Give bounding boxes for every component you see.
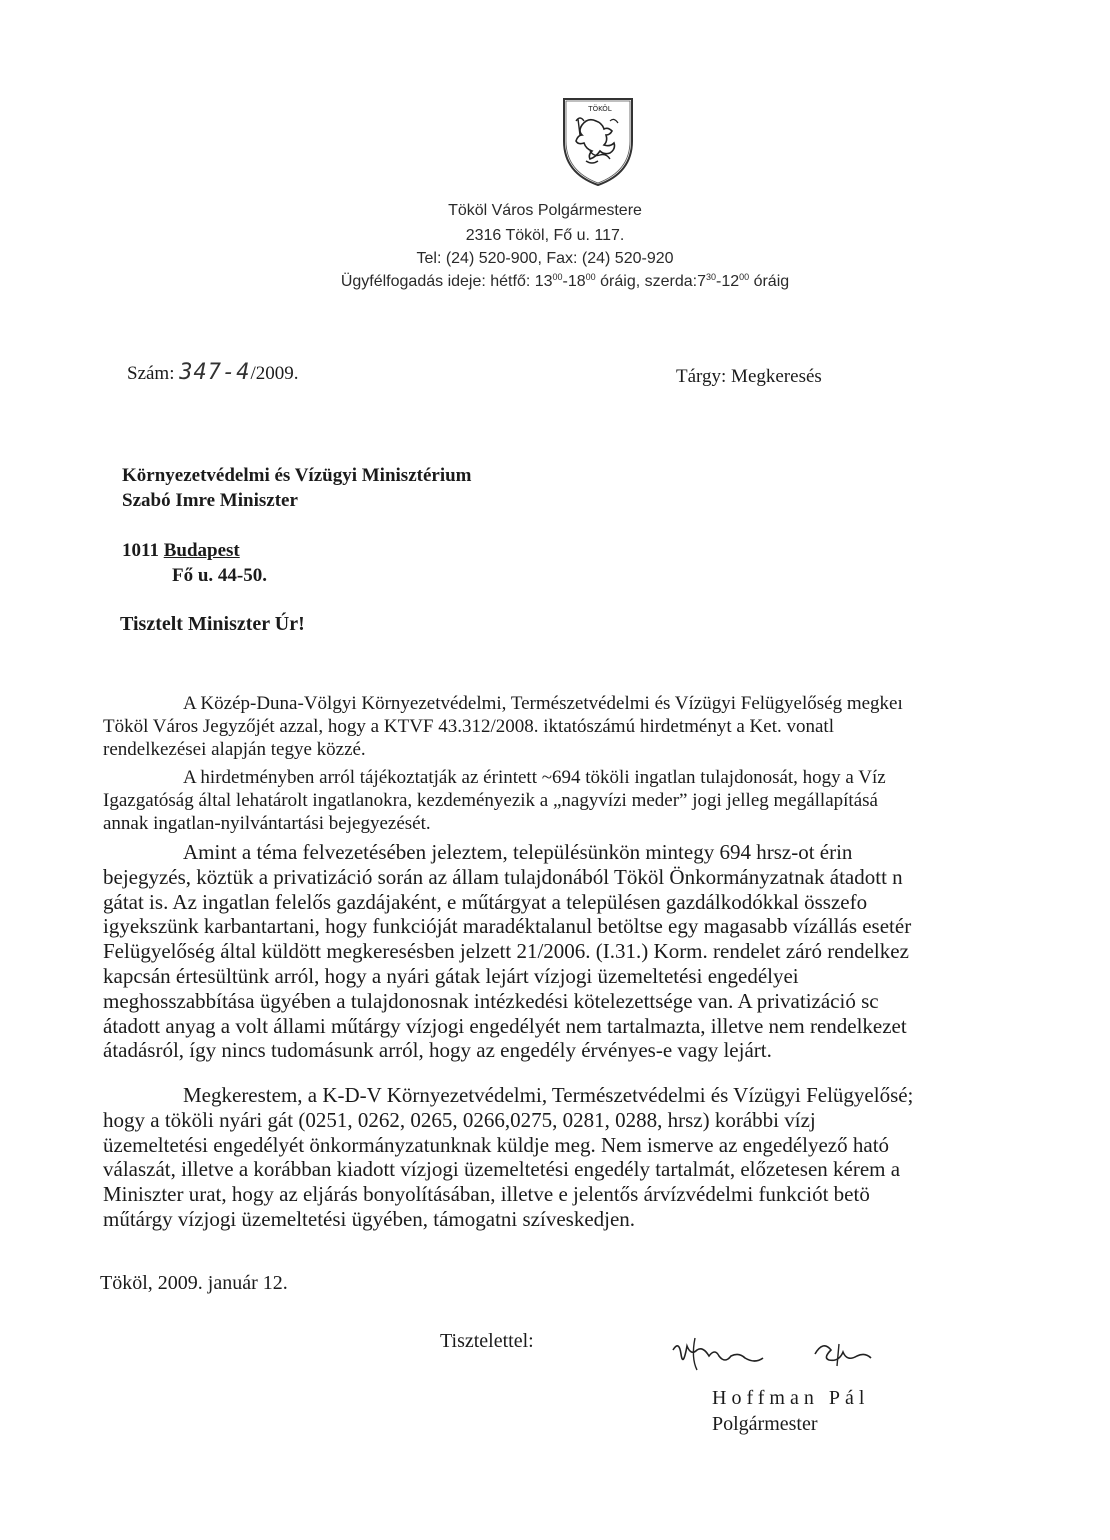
body-line: műtárgy vízjogi üzemeltetési ügyében, támogatni szíveskedjen. <box>103 1206 636 1231</box>
closing-salutation: Tisztelettel: <box>440 1330 534 1352</box>
body-paragraph-4 <box>103 1083 1003 1232</box>
body-line: annak ingatlan-nyilvántartási bejegyezését. <box>103 813 431 834</box>
body-line: hogy a tököli nyári gát (0251, 0262, 0265, 0266,0275, 0281, 0288, hrsz) korábbi vízj <box>103 1107 816 1132</box>
body-line: Tököl Város Jegyzőjét azzal, hogy a KTVF 43.312/2008. iktatószámú hirdetményt a Ket. vonatl <box>103 716 834 737</box>
body-line: Felügyelőség által küldött megkeresésben jelzett 21/2006. (I.31.) Korm. rendelet záró rendelkez <box>103 939 909 964</box>
letterhead-hours: Ügyfélfogadás ideje: hétfő: $13^{00}-18^{00}$ óráig, $szerda:7^{30}-12^{00}$ óráig <box>340 272 790 290</box>
body-line: válaszát, illetve a korábban kiadott vízjogi üzemeltetési engedély tartalmát, előzetesen kérem a <box>103 1157 901 1182</box>
body-line: gátat is. Az ingatlan felelős gazdájaként, e műtárgyat a településen gazdálkodókkal összefo <box>103 889 868 914</box>
body-line: Miniszter urat, hogy az eljárás bonyolításában, illetve e jelentős árvízvédelmi funkciót betö <box>103 1182 870 1207</box>
recipient-city: Budapest <box>163 540 240 561</box>
body-line: igyekszünk karbantartani, hogy funkcióját maradéktalanul betöltse egy magasabb vízállás esetér <box>103 914 912 939</box>
body-line: átadásról, így nincs tudomásunk arról, hogy az engedély érvényes-e vagy lejárt. <box>103 1038 772 1063</box>
body-line: üzemeltetési engedélyét önkormányzatunknak küldje meg. Nem ismerve az engedélyező ható <box>103 1132 890 1157</box>
recipient-street: Fő u. 44-50. <box>172 565 267 586</box>
greeting: Tisztelt Miniszter Úr! <box>120 613 305 635</box>
reference-number-year: /2009. <box>250 363 299 384</box>
body-paragraph-1 <box>103 692 1003 761</box>
letterhead-address: 2316 Tököl, Fő u. 117. <box>465 227 625 244</box>
signer-name: Hoffman Pál <box>712 1387 870 1409</box>
body-line: A Közép-Duna-Völgyi Környezetvédelmi, Természetvédelmi és Vízügyi Felügyelőség megkeı <box>183 693 903 714</box>
reference-number-label: Szám: <box>127 363 175 384</box>
recipient-city-line <box>122 540 240 562</box>
subject: Tárgy: Megkeresés <box>676 366 822 387</box>
body-line: kapcsán értesültünk arról, hogy a nyári gátak lejárt vízjogi üzemeltetési engedélyei <box>103 963 799 988</box>
recipient-person: Szabó Imre Miniszter <box>122 490 298 511</box>
letterhead-office: Tököl Város Polgármestere <box>448 202 642 219</box>
reference-number-handwritten: 347-4 <box>179 360 251 385</box>
body-line: Igazgatóság által lehatárolt ingatlanokra, kezdeményezik a „nagyvízi meder” jogi jelleg megállapításá <box>103 790 878 811</box>
signer-title: Polgármester <box>712 1413 818 1435</box>
recipient-zip: 1011 <box>122 540 159 561</box>
body-line: rendelkezései alapján tegye közzé. <box>103 739 366 760</box>
body-paragraph-3 <box>103 840 1003 1063</box>
recipient-ministry: Környezetvédelmi és Vízügyi Minisztérium <box>122 465 472 486</box>
coat-of-arms-icon <box>560 95 636 187</box>
body-line: Amint a téma felvezetésében jeleztem, településünkön mintegy 694 hrsz-ot érin <box>183 840 853 864</box>
letterhead-phone-fax: Tel: (24) 520-900, Fax: (24) 520-920 <box>416 250 674 267</box>
reference-number <box>127 360 299 385</box>
body-line: átadott anyag a volt állami műtárgy vízjogi engedélyét nem tartalmazta, illetve nem rendelkezet <box>103 1013 907 1038</box>
signature <box>665 1330 895 1390</box>
body-paragraph-2 <box>103 766 1003 835</box>
body-line: bejegyzés, köztük a privatizáció során az állam tulajdonából Tököl Önkormányzatnak átadott n <box>103 864 903 889</box>
body-line: A hirdetményben arról tájékoztatják az érintett ~694 tököli ingatlan tulajdonosát, hogy a Víz <box>183 767 886 788</box>
body-line: meghosszabbítása ügyében a tulajdonosnak intézkedési kötelezettsége van. A privatizáció sc <box>103 988 879 1013</box>
svg-text:TÖKÖL: TÖKÖL <box>588 105 612 113</box>
body-line: Megkerestem, a K-D-V Környezetvédelmi, Természetvédelmi és Vízügyi Felügyelősé; <box>183 1083 914 1107</box>
letter-date: Tököl, 2009. január 12. <box>100 1272 288 1294</box>
